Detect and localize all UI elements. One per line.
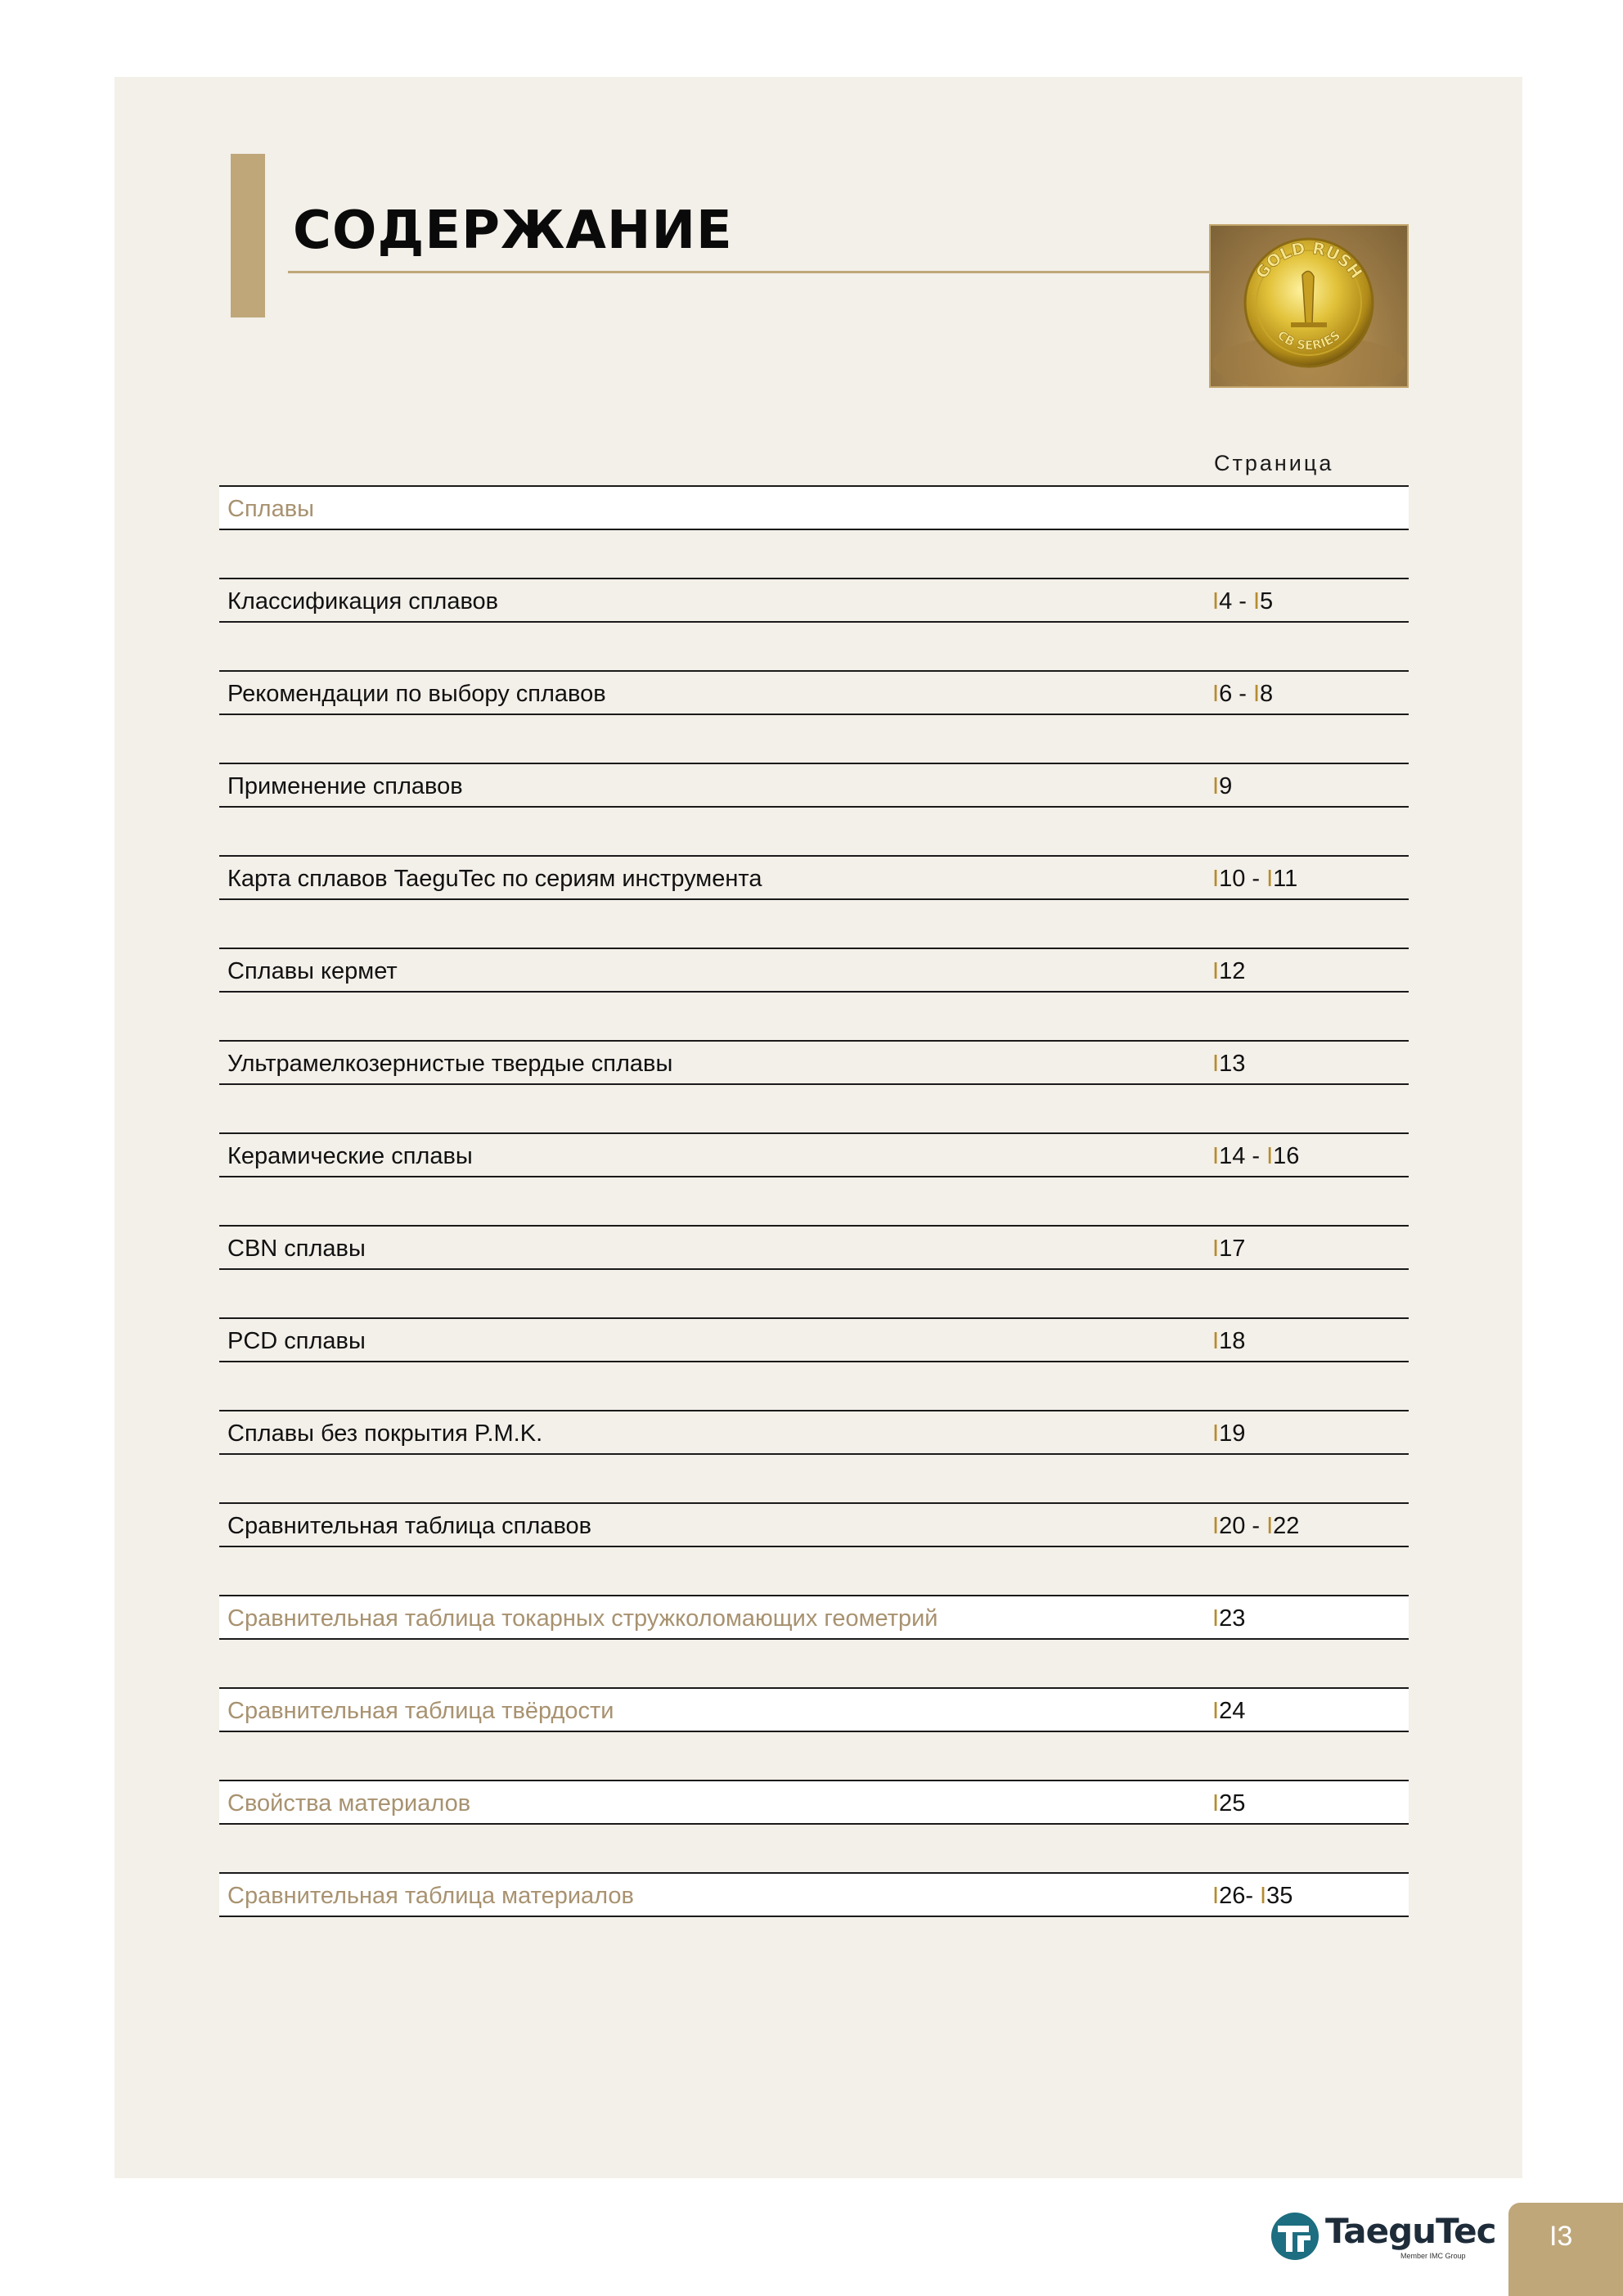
logo-wordmark: TaeguTec bbox=[1325, 2211, 1496, 2251]
table-of-contents bbox=[219, 485, 1409, 1965]
toc-entry-page bbox=[1212, 1790, 1245, 1817]
toc-entry-page bbox=[1212, 1328, 1245, 1355]
toc-row[interactable] bbox=[219, 485, 1409, 530]
page-prefix: I bbox=[1212, 588, 1220, 615]
page-prefix: I bbox=[1212, 1698, 1220, 1724]
page-number-tab bbox=[1508, 2203, 1623, 2296]
toc-entry-page bbox=[1212, 1051, 1245, 1078]
page-number-start: 26 bbox=[1219, 1883, 1246, 1909]
page-number-start: 19 bbox=[1219, 1420, 1246, 1447]
page-prefix: I bbox=[1252, 588, 1261, 615]
page-number-start: 18 bbox=[1219, 1328, 1246, 1354]
toc-row[interactable] bbox=[219, 1595, 1409, 1640]
toc-entry-page bbox=[1212, 681, 1273, 708]
toc-entry-label: Рекомендации по выбору сплавов bbox=[227, 681, 606, 707]
toc-entry-page bbox=[1212, 1513, 1299, 1540]
toc-entry-page bbox=[1212, 866, 1297, 893]
page-prefix: I bbox=[1212, 1790, 1220, 1817]
page-number-start: 6 bbox=[1219, 681, 1233, 707]
toc-entry-label: Сравнительная таблица сплавов bbox=[227, 1513, 592, 1539]
page-prefix: I bbox=[1260, 1883, 1267, 1909]
toc-row[interactable] bbox=[219, 1410, 1409, 1455]
toc-entry-label: Сплавы кермет bbox=[227, 958, 398, 984]
page-range-separator: - bbox=[1245, 1883, 1261, 1909]
taegutec-logo-icon bbox=[1270, 2211, 1320, 2262]
badge-text-top: GOLD RUSH bbox=[1251, 237, 1367, 282]
toc-entry-label: Сплавы bbox=[227, 496, 314, 522]
page-range-separator: - bbox=[1232, 588, 1253, 615]
toc-entry-page bbox=[1212, 958, 1245, 985]
page-number: I3 bbox=[1549, 2221, 1573, 2252]
toc-entry-page bbox=[1212, 1883, 1293, 1910]
page-prefix: I bbox=[1212, 866, 1220, 892]
page-number-end: 22 bbox=[1273, 1513, 1300, 1539]
gold-coin-icon bbox=[1211, 226, 1407, 386]
toc-row[interactable] bbox=[219, 1040, 1409, 1085]
page-number-start: 23 bbox=[1219, 1605, 1246, 1632]
toc-row[interactable] bbox=[219, 948, 1409, 993]
toc-row[interactable] bbox=[219, 1687, 1409, 1732]
toc-entry-label: PCD сплавы bbox=[227, 1328, 366, 1354]
toc-entry-label: Керамические сплавы bbox=[227, 1143, 473, 1169]
toc-row[interactable] bbox=[219, 763, 1409, 808]
toc-entry-label: Применение сплавов bbox=[227, 773, 463, 799]
page-prefix: I bbox=[1266, 1143, 1274, 1169]
toc-entry-page bbox=[1212, 1143, 1299, 1170]
toc-row[interactable] bbox=[219, 578, 1409, 623]
page-number-start: 13 bbox=[1219, 1051, 1246, 1077]
page-prefix: I bbox=[1212, 773, 1220, 799]
logo-subtitle: Member IMC Group bbox=[1400, 2252, 1466, 2260]
toc-entry-label: Сплавы без покрытия P.M.K. bbox=[227, 1420, 543, 1447]
page-prefix: I bbox=[1252, 681, 1261, 707]
page-number-start: 17 bbox=[1219, 1236, 1246, 1262]
page-prefix: I bbox=[1212, 681, 1220, 707]
page-number-end: 35 bbox=[1266, 1883, 1293, 1909]
gold-rush-badge-image bbox=[1209, 224, 1409, 388]
page-prefix: I bbox=[1266, 866, 1274, 892]
page-number-start: 25 bbox=[1219, 1790, 1246, 1817]
toc-entry-page bbox=[1212, 773, 1232, 800]
page-prefix: I bbox=[1266, 1513, 1274, 1539]
toc-row[interactable] bbox=[219, 1317, 1409, 1362]
page-number-end: 8 bbox=[1260, 681, 1274, 707]
toc-entry-page bbox=[1212, 1236, 1245, 1263]
toc-row[interactable] bbox=[219, 1502, 1409, 1547]
page-number-start: 4 bbox=[1219, 588, 1233, 615]
toc-entry-label: Сравнительная таблица твёрдости bbox=[227, 1698, 614, 1724]
page-prefix: I bbox=[1212, 1236, 1220, 1262]
page-number-end: 16 bbox=[1273, 1143, 1300, 1169]
page-number-start: 9 bbox=[1219, 773, 1233, 799]
badge-text-bottom: CB SERIES bbox=[1275, 327, 1343, 353]
page-column-header: Страница bbox=[1214, 451, 1334, 475]
page-number-end: 11 bbox=[1273, 866, 1298, 892]
toc-entry-label: Сравнительная таблица материалов bbox=[227, 1883, 634, 1909]
toc-entry-label: Сравнительная таблица токарных стружколомающих геометрий bbox=[227, 1605, 938, 1632]
page-prefix: I bbox=[1212, 1143, 1220, 1169]
page-title: СОДЕРЖАНИЕ bbox=[293, 200, 733, 261]
toc-row[interactable] bbox=[219, 1225, 1409, 1270]
page-number-start: 12 bbox=[1219, 958, 1246, 984]
page-number-start: 20 bbox=[1219, 1513, 1246, 1539]
toc-entry-label: Ультрамелкозернистые твердые сплавы bbox=[227, 1051, 673, 1077]
page-range-separator: - bbox=[1232, 681, 1253, 707]
page-prefix: I bbox=[1212, 1420, 1220, 1447]
toc-entry-page bbox=[1212, 1420, 1245, 1447]
page-prefix: I bbox=[1212, 1883, 1220, 1909]
page-prefix: I bbox=[1212, 1605, 1220, 1632]
toc-entry-label: Классификация сплавов bbox=[227, 588, 499, 615]
page-prefix: I bbox=[1212, 1051, 1220, 1077]
toc-entry-page bbox=[1212, 1605, 1245, 1632]
toc-row[interactable] bbox=[219, 855, 1409, 900]
taegutec-logo bbox=[1270, 2209, 1496, 2262]
page-prefix: I bbox=[1212, 958, 1220, 984]
toc-entry-label: Свойства материалов bbox=[227, 1790, 471, 1817]
toc-row[interactable] bbox=[219, 1780, 1409, 1825]
page-prefix: I bbox=[1212, 1513, 1220, 1539]
toc-entry-page bbox=[1212, 588, 1273, 615]
page-number-end: 5 bbox=[1260, 588, 1274, 615]
toc-row[interactable] bbox=[219, 1872, 1409, 1917]
page-range-separator: - bbox=[1245, 1143, 1267, 1169]
title-underline bbox=[288, 271, 1209, 273]
page-number-start: 10 bbox=[1219, 866, 1246, 892]
toc-entry-label: CBN сплавы bbox=[227, 1236, 366, 1262]
toc-row[interactable] bbox=[219, 1132, 1409, 1177]
title-accent-bar bbox=[231, 154, 265, 317]
page-range-separator: - bbox=[1245, 866, 1267, 892]
page-number-start: 24 bbox=[1219, 1698, 1246, 1724]
page-prefix: I bbox=[1212, 1328, 1220, 1354]
toc-row[interactable] bbox=[219, 670, 1409, 715]
toc-entry-page bbox=[1212, 1698, 1245, 1725]
toc-entry-label: Карта сплавов TaeguTec по сериям инструмента bbox=[227, 866, 762, 892]
page-number-start: 14 bbox=[1219, 1143, 1246, 1169]
page-range-separator: - bbox=[1245, 1513, 1267, 1539]
